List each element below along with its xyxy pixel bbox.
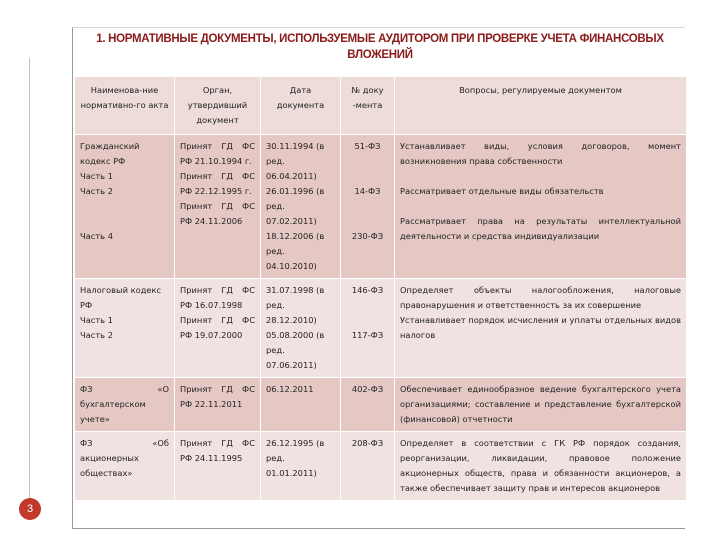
cell-questions: Определяет в соответствии с ГК РФ порядок создания, реорганизации, ликвидации, правовое положение акционерных обществ, права и обязанности акционеров, а также обеспечивает защиту прав и интересов акционеров (395, 432, 687, 501)
cell-number: 51-ФЗ 14-ФЗ 230-ФЗ (341, 135, 395, 279)
cell-name: ФЗ «Об акционерных обществах» (75, 432, 175, 501)
header-questions: Вопросы, регулируемые документом (395, 77, 687, 135)
cell-date: 30.11.1994 (в ред. 06.04.2011) 26.01.1996 (в ред. 07.02.2011) 18.12.2006 (в ред. 04.10.2010) (261, 135, 341, 279)
cell-questions: Определяет объекты налогообложения, налоговые правонарушения и ответственность за их совершение Устанавливает порядок исчисления и уплаты отдельных видов налогов (395, 279, 687, 378)
page-number-badge: 3 (19, 498, 41, 520)
table-header-row (75, 77, 687, 135)
left-rule (29, 58, 30, 498)
cell-organ: Принят ГД ФС РФ 22.11.2011 (175, 378, 261, 432)
cell-organ: Принят ГД ФС РФ 24.11.1995 (175, 432, 261, 501)
cell-date: 31.07.1998 (в ред. 28.12.2010) 05.08.2000 (в ред. 07.06.2011) (261, 279, 341, 378)
header-date: Дата документа (261, 77, 341, 135)
table-row (75, 432, 687, 501)
header-number: № доку -мента (341, 77, 395, 135)
header-name: Наименова-ние нормативно-го акта (75, 77, 175, 135)
title-line-2: ВЛОЖЕНИЙ (347, 49, 413, 61)
cell-name: Налоговый кодекс РФ Часть 1 Часть 2 (75, 279, 175, 378)
slide-title (90, 31, 670, 63)
cell-number: 208-ФЗ (341, 432, 395, 501)
cell-organ: Принят ГД ФС РФ 21.10.1994 г. Принят ГД ФС РФ 22.12.1995 г. Принят ГД ФС РФ 24.11.2006 (175, 135, 261, 279)
title-line-1: 1. НОРМАТИВНЫЕ ДОКУМЕНТЫ, ИСПОЛЬЗУЕМЫЕ АУДИТОРОМ ПРИ ПРОВЕРКЕ УЧЕТА ФИНАНСОВЫХ (96, 33, 664, 45)
cell-number: 146-ФЗ 117-ФЗ (341, 279, 395, 378)
cell-number: 402-ФЗ (341, 378, 395, 432)
table-row (75, 378, 687, 432)
header-organ: Орган, утвердивший документ (175, 77, 261, 135)
cell-date: 06.12.2011 (261, 378, 341, 432)
cell-date: 26.12.1995 (в ред. 01.01.2011) (261, 432, 341, 501)
cell-organ: Принят ГД ФС РФ 16.07.1998 Принят ГД ФС РФ 19.07.2000 (175, 279, 261, 378)
cell-questions: Устанавливает виды, условия договоров, момент возникновения права собственности Рассматривает отдельные виды обязательств Рассматривает права на результаты интеллектуальной деятельности и средства индивидуализации (395, 135, 687, 279)
table-row (75, 279, 687, 378)
cell-questions: Обеспечивает единообразное ведение бухгалтерского учета организациями; составление и представление бухгалтерской (финансовой) отчетности (395, 378, 687, 432)
table-row (75, 135, 687, 279)
cell-name: Гражданский кодекс РФ Часть 1 Часть 2 Часть 4 (75, 135, 175, 279)
documents-table (74, 76, 687, 501)
cell-name: ФЗ «О бухгалтерском учете» (75, 378, 175, 432)
